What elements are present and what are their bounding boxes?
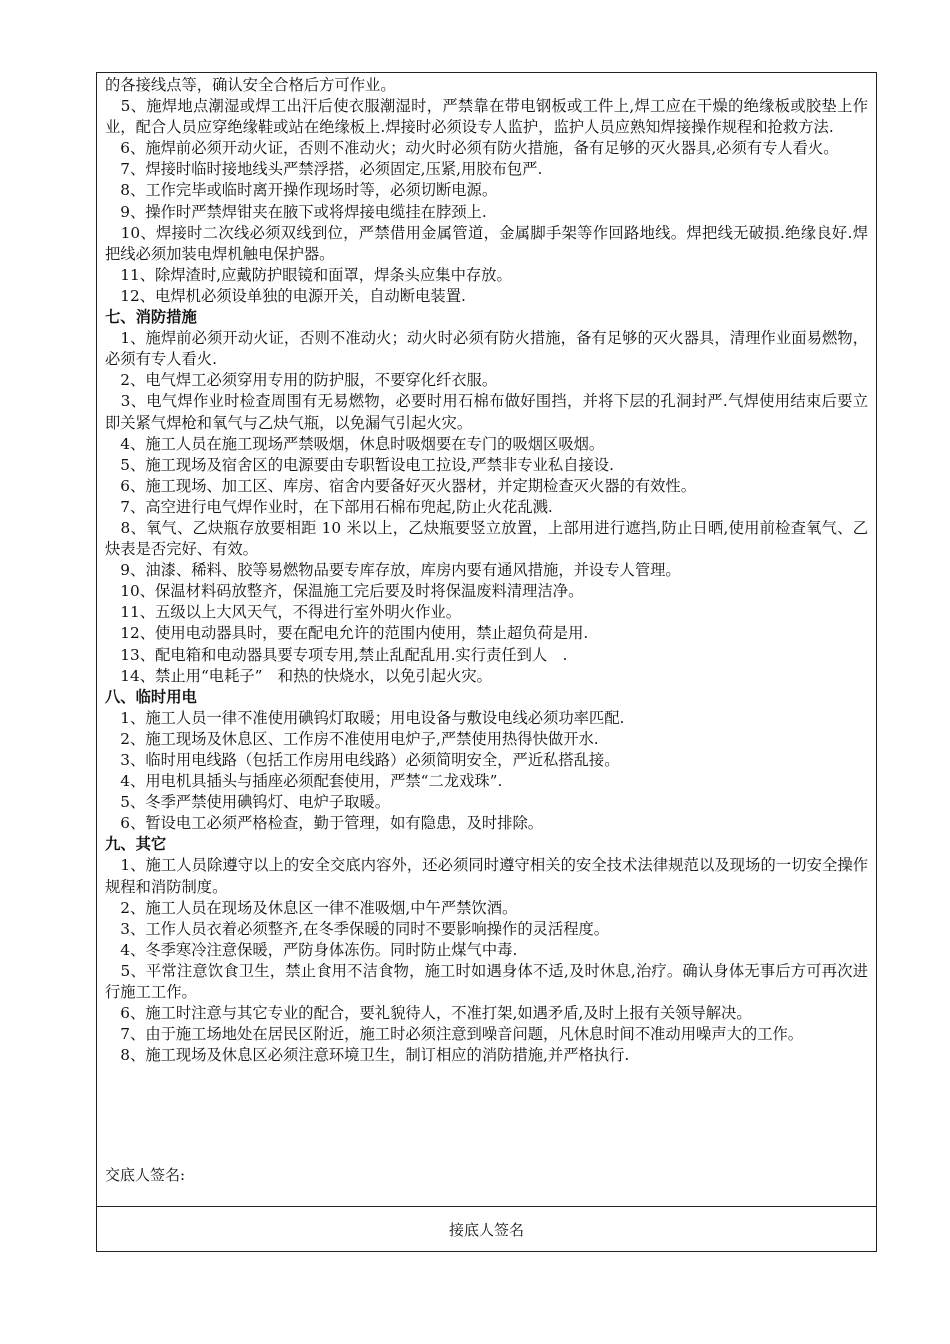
paragraph: 1、施工人员除遵守以上的安全交底内容外，还必须同时遵守相关的安全技术法律规范以及现场的一切安全操作规程和消防制度。 (105, 856, 868, 896)
paragraph: 6、暂设电工必须严格检查，勤于管理，如有隐患，及时排除。 (105, 814, 544, 833)
receiver-signature-label: 接底人签名 (448, 1220, 524, 1239)
paragraph: 7、高空进行电气焊作业时，在下部用石棉布兜起,防止火花乱溅. (105, 497, 553, 516)
paragraph: 1、施工人员一律不准使用碘钨灯取暖；用电设备与敷设电线必须功率匹配. (105, 708, 625, 727)
paragraph: 2、施工现场及休息区、工作房不准使用电炉子,严禁使用热得快做开水. (105, 729, 599, 748)
paragraph: 2、电气焊工必须穿用专用的防护服，不要穿化纤衣服。 (105, 371, 498, 390)
paragraph: 4、冬季寒冷注意保暖，严防身体冻伤。同时防止煤气中毒. (105, 940, 518, 959)
section-heading: 七、消防措施 (105, 308, 197, 327)
paragraph: 9、操作时严禁焊钳夹在腋下或将焊接电缆挂在脖颈上. (105, 202, 487, 221)
paragraph: 4、施工人员在施工现场严禁吸烟，休息时吸烟要在专门的吸烟区吸烟。 (105, 434, 605, 453)
paragraph: 5、平常注意饮食卫生，禁止食用不洁食物，施工时如遇身体不适,及时休息,治疗。确认身体无事后方可再次进行施工工作。 (105, 961, 868, 1002)
paragraph: 的各接线点等，确认安全合格后方可作业。 (105, 76, 396, 94)
receiver-signature-cell (97, 1206, 876, 1251)
paragraph: 3、临时用电线路（包括工作房用电线路）必须简明安全，严近私搭乱接。 (105, 751, 620, 769)
paragraph: 8、氧气、乙炔瓶存放要相距 10 米以上，乙炔瓶要竖立放置，上部用进行遮挡,防止日晒,使用前检查氧气、乙炔表是否完好、有效。 (105, 518, 868, 559)
paragraph: 9、油漆、稀料、胶等易燃物品要专库存放，库房内要有通风措施，并设专人管理。 (105, 561, 681, 580)
paragraph: 3、电气焊作业时检查周围有无易燃物，必要时用石棉布做好围挡，并将下层的孔洞封严.气焊使用结束后要立即关紧气焊枪和氧气与乙炔气瓶，以免漏气引起火灾。 (105, 392, 868, 432)
paragraph: 6、施工现场、加工区、库房、宿舍内要备好灭火器材，并定期检查灭火器的有效性。 (105, 476, 697, 495)
discloser-signature-label: 交底人签名: (105, 1166, 186, 1184)
paragraph: 5、施焊地点潮湿或焊工出汗后使衣服潮湿时，严禁靠在带电钢板或工件上,焊工应在干燥的绝缘板或胶垫上作业，配合人员应穿绝缘鞋或站在绝缘板上.焊接时必须设专人监护，监护人员应熟知焊接操作规程和抢救方法. (105, 97, 868, 137)
paragraph: 11、五级以上大风天气，不得进行室外明火作业。 (105, 603, 461, 622)
paragraph: 1、施焊前必须开动火证，否则不准动火；动火时必须有防火措施，备有足够的灭火器具，清理作业面易燃物，必须有专人看火. (105, 329, 868, 369)
paragraph: 10、保温材料码放整齐，保温施工完后要及时将保温废料清理洁净。 (105, 582, 584, 601)
paragraph: 7、由于施工场地处在居民区附近，施工时必须注意到噪音问题，凡休息时间不准动用噪声大的工作。 (105, 1025, 804, 1044)
paragraph: 2、施工人员在现场及休息区一律不准吸烟,中午严禁饮酒。 (105, 898, 518, 917)
paragraph: 12、使用电动器具时，要在配电允许的范围内使用，禁止超负荷是用. (105, 624, 589, 643)
discloser-signature-cell (97, 1165, 876, 1207)
safety-briefing-table (96, 72, 877, 1252)
paragraph: 4、用电机具插头与插座必须配套使用，严禁“二龙戏珠”. (105, 772, 503, 791)
section-heading: 八、临时用电 (105, 687, 197, 706)
paragraph: 5、冬季严禁使用碘钨灯、电炉子取暖。 (105, 793, 391, 812)
paragraph: 8、工作完毕或临时离开操作现场时等，必须切断电源。 (105, 181, 498, 200)
paragraph: 6、施焊前必须开动火证，否则不准动火；动火时必须有防火措施，备有足够的灭火器具,必须有专人看火。 (105, 139, 839, 158)
paragraph: 11、除焊渣时,应戴防护眼镜和面罩，焊条头应集中存放。 (105, 265, 512, 284)
paragraph: 10、焊接时二次线必须双线到位，严禁借用金属管道，金属脚手架等作回路地线。焊把线无破损.绝缘良好.焊把线必须加装电焊机触电保护器。 (105, 223, 868, 263)
paragraph: 7、焊接时临时接地线头严禁浮搭，必须固定,压紧,用胶布包严. (105, 160, 543, 179)
paragraph: 8、施工现场及休息区必须注意环境卫生，制订相应的消防措施,并严格执行. (105, 1046, 630, 1065)
paragraph: 3、工作人员衣着必须整齐,在冬季保暖的同时不要影响操作的灵活程度。 (105, 919, 610, 938)
paragraph: 13、配电箱和电动器具要专项专用,禁止乱配乱用.实行责任到人 . (105, 645, 568, 664)
paragraph: 12、电焊机必须设单独的电源开关，自动断电装置. (105, 286, 466, 305)
section-heading: 九、其它 (105, 835, 167, 854)
paragraph: 14、禁止用“电耗子” 和热的快烧水，以免引起火灾。 (105, 666, 492, 685)
paragraph: 5、施工现场及宿舍区的电源要由专职暂设电工拉设,严禁非专业私自接设. (105, 455, 614, 474)
briefing-content (97, 73, 876, 1166)
paragraph: 6、施工时注意与其它专业的配合，要礼貌待人，不准打架,如遇矛盾,及时上报有关领导解决。 (105, 1004, 752, 1023)
